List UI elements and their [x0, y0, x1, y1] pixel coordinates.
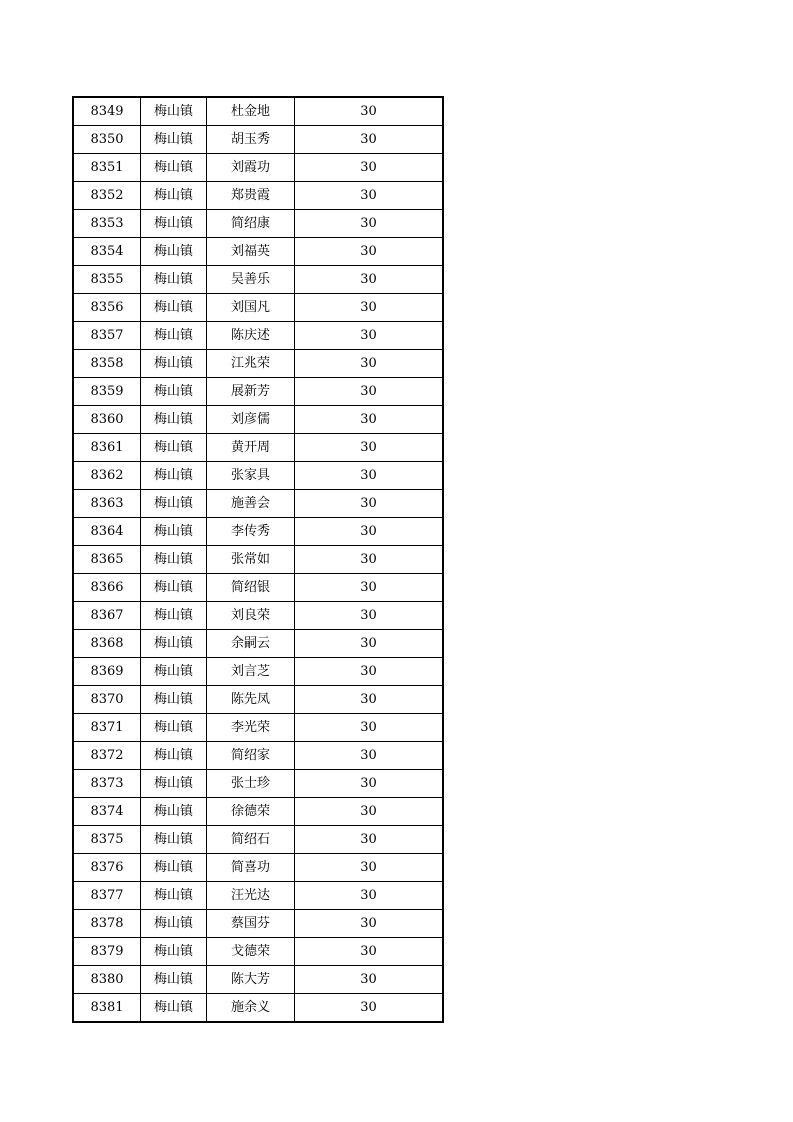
- cell-name: 简绍家: [207, 742, 295, 770]
- cell-name: 胡玉秀: [207, 126, 295, 154]
- cell-name: 黄开周: [207, 434, 295, 462]
- cell-amount: 30: [295, 826, 444, 854]
- cell-id: 8358: [73, 350, 141, 378]
- table-row: [73, 210, 443, 238]
- table-row: [73, 322, 443, 350]
- cell-name: 陈大芳: [207, 966, 295, 994]
- cell-town: 梅山镇: [141, 882, 207, 910]
- table-row: [73, 630, 443, 658]
- cell-town: 梅山镇: [141, 798, 207, 826]
- cell-name: 刘霞功: [207, 154, 295, 182]
- cell-id: 8360: [73, 406, 141, 434]
- cell-name: 戈德荣: [207, 938, 295, 966]
- cell-name: 简喜功: [207, 854, 295, 882]
- cell-id: 8354: [73, 238, 141, 266]
- cell-amount: 30: [295, 490, 444, 518]
- cell-name: 李光荣: [207, 714, 295, 742]
- cell-name: 施善会: [207, 490, 295, 518]
- cell-town: 梅山镇: [141, 546, 207, 574]
- cell-town: 梅山镇: [141, 910, 207, 938]
- table-row: [73, 462, 443, 490]
- cell-id: 8352: [73, 182, 141, 210]
- table-row: [73, 994, 443, 1023]
- cell-town: 梅山镇: [141, 182, 207, 210]
- cell-amount: 30: [295, 658, 444, 686]
- cell-amount: 30: [295, 238, 444, 266]
- table-row: [73, 182, 443, 210]
- cell-id: 8355: [73, 266, 141, 294]
- cell-town: 梅山镇: [141, 490, 207, 518]
- cell-amount: 30: [295, 938, 444, 966]
- cell-amount: 30: [295, 378, 444, 406]
- cell-amount: 30: [295, 182, 444, 210]
- cell-town: 梅山镇: [141, 518, 207, 546]
- cell-id: 8367: [73, 602, 141, 630]
- cell-town: 梅山镇: [141, 462, 207, 490]
- cell-id: 8368: [73, 630, 141, 658]
- cell-amount: 30: [295, 434, 444, 462]
- cell-town: 梅山镇: [141, 322, 207, 350]
- data-table: [72, 96, 444, 1023]
- cell-amount: 30: [295, 994, 444, 1023]
- cell-name: 张常如: [207, 546, 295, 574]
- cell-id: 8377: [73, 882, 141, 910]
- cell-amount: 30: [295, 966, 444, 994]
- cell-name: 汪光达: [207, 882, 295, 910]
- cell-id: 8361: [73, 434, 141, 462]
- table-row: [73, 97, 443, 126]
- cell-amount: 30: [295, 154, 444, 182]
- cell-name: 刘国凡: [207, 294, 295, 322]
- cell-amount: 30: [295, 126, 444, 154]
- cell-town: 梅山镇: [141, 630, 207, 658]
- cell-town: 梅山镇: [141, 742, 207, 770]
- table-row: [73, 798, 443, 826]
- cell-name: 陈先凤: [207, 686, 295, 714]
- cell-amount: 30: [295, 462, 444, 490]
- cell-name: 简绍银: [207, 574, 295, 602]
- cell-amount: 30: [295, 574, 444, 602]
- cell-town: 梅山镇: [141, 574, 207, 602]
- cell-town: 梅山镇: [141, 854, 207, 882]
- table-row: [73, 658, 443, 686]
- cell-id: 8379: [73, 938, 141, 966]
- cell-town: 梅山镇: [141, 434, 207, 462]
- cell-id: 8363: [73, 490, 141, 518]
- cell-id: 8362: [73, 462, 141, 490]
- cell-amount: 30: [295, 854, 444, 882]
- cell-id: 8366: [73, 574, 141, 602]
- table-row: [73, 378, 443, 406]
- table-row: [73, 546, 443, 574]
- table-row: [73, 406, 443, 434]
- table-row: [73, 882, 443, 910]
- table-row: [73, 238, 443, 266]
- cell-name: 刘彦儒: [207, 406, 295, 434]
- cell-id: 8359: [73, 378, 141, 406]
- table-row: [73, 742, 443, 770]
- cell-name: 江兆荣: [207, 350, 295, 378]
- cell-id: 8370: [73, 686, 141, 714]
- cell-amount: 30: [295, 770, 444, 798]
- table-row: [73, 938, 443, 966]
- cell-name: 施余义: [207, 994, 295, 1023]
- cell-amount: 30: [295, 350, 444, 378]
- cell-id: 8350: [73, 126, 141, 154]
- cell-town: 梅山镇: [141, 238, 207, 266]
- table-row: [73, 770, 443, 798]
- cell-id: 8365: [73, 546, 141, 574]
- cell-name: 郑贵霞: [207, 182, 295, 210]
- cell-name: 张士珍: [207, 770, 295, 798]
- cell-id: 8373: [73, 770, 141, 798]
- cell-town: 梅山镇: [141, 770, 207, 798]
- cell-amount: 30: [295, 518, 444, 546]
- cell-id: 8378: [73, 910, 141, 938]
- cell-amount: 30: [295, 798, 444, 826]
- table-row: [73, 126, 443, 154]
- cell-id: 8381: [73, 994, 141, 1023]
- cell-name: 张家具: [207, 462, 295, 490]
- cell-amount: 30: [295, 882, 444, 910]
- cell-town: 梅山镇: [141, 714, 207, 742]
- table-body: [73, 97, 443, 1022]
- cell-town: 梅山镇: [141, 966, 207, 994]
- table-row: [73, 434, 443, 462]
- cell-town: 梅山镇: [141, 378, 207, 406]
- cell-name: 简绍康: [207, 210, 295, 238]
- cell-id: 8356: [73, 294, 141, 322]
- table-row: [73, 574, 443, 602]
- cell-town: 梅山镇: [141, 686, 207, 714]
- table-row: [73, 966, 443, 994]
- cell-amount: 30: [295, 406, 444, 434]
- cell-id: 8364: [73, 518, 141, 546]
- cell-id: 8380: [73, 966, 141, 994]
- cell-town: 梅山镇: [141, 658, 207, 686]
- cell-name: 刘福英: [207, 238, 295, 266]
- cell-amount: 30: [295, 714, 444, 742]
- table-row: [73, 350, 443, 378]
- cell-name: 展新芳: [207, 378, 295, 406]
- cell-id: 8369: [73, 658, 141, 686]
- cell-amount: 30: [295, 266, 444, 294]
- cell-town: 梅山镇: [141, 826, 207, 854]
- table-row: [73, 854, 443, 882]
- cell-amount: 30: [295, 910, 444, 938]
- table-row: [73, 910, 443, 938]
- table-row: [73, 266, 443, 294]
- cell-id: 8353: [73, 210, 141, 238]
- cell-name: 李传秀: [207, 518, 295, 546]
- table-row: [73, 518, 443, 546]
- cell-town: 梅山镇: [141, 266, 207, 294]
- cell-town: 梅山镇: [141, 406, 207, 434]
- cell-town: 梅山镇: [141, 126, 207, 154]
- table-row: [73, 294, 443, 322]
- cell-town: 梅山镇: [141, 154, 207, 182]
- cell-id: 8357: [73, 322, 141, 350]
- table-row: [73, 602, 443, 630]
- cell-amount: 30: [295, 210, 444, 238]
- cell-amount: 30: [295, 322, 444, 350]
- cell-town: 梅山镇: [141, 97, 207, 126]
- cell-amount: 30: [295, 686, 444, 714]
- cell-name: 刘良荣: [207, 602, 295, 630]
- cell-town: 梅山镇: [141, 602, 207, 630]
- cell-name: 杜金地: [207, 97, 295, 126]
- cell-name: 简绍石: [207, 826, 295, 854]
- cell-name: 吴善乐: [207, 266, 295, 294]
- cell-id: 8375: [73, 826, 141, 854]
- cell-town: 梅山镇: [141, 350, 207, 378]
- cell-town: 梅山镇: [141, 938, 207, 966]
- cell-name: 余嗣云: [207, 630, 295, 658]
- cell-amount: 30: [295, 602, 444, 630]
- table-row: [73, 686, 443, 714]
- table-row: [73, 490, 443, 518]
- cell-name: 陈庆述: [207, 322, 295, 350]
- cell-id: 8376: [73, 854, 141, 882]
- cell-id: 8372: [73, 742, 141, 770]
- cell-id: 8371: [73, 714, 141, 742]
- table-row: [73, 154, 443, 182]
- cell-town: 梅山镇: [141, 294, 207, 322]
- cell-amount: 30: [295, 294, 444, 322]
- cell-id: 8349: [73, 97, 141, 126]
- table-row: [73, 714, 443, 742]
- cell-town: 梅山镇: [141, 994, 207, 1023]
- cell-amount: 30: [295, 97, 444, 126]
- table-row: [73, 826, 443, 854]
- cell-town: 梅山镇: [141, 210, 207, 238]
- cell-amount: 30: [295, 546, 444, 574]
- cell-id: 8374: [73, 798, 141, 826]
- cell-amount: 30: [295, 742, 444, 770]
- cell-name: 刘言芝: [207, 658, 295, 686]
- cell-name: 蔡国芬: [207, 910, 295, 938]
- cell-id: 8351: [73, 154, 141, 182]
- cell-amount: 30: [295, 630, 444, 658]
- cell-name: 徐德荣: [207, 798, 295, 826]
